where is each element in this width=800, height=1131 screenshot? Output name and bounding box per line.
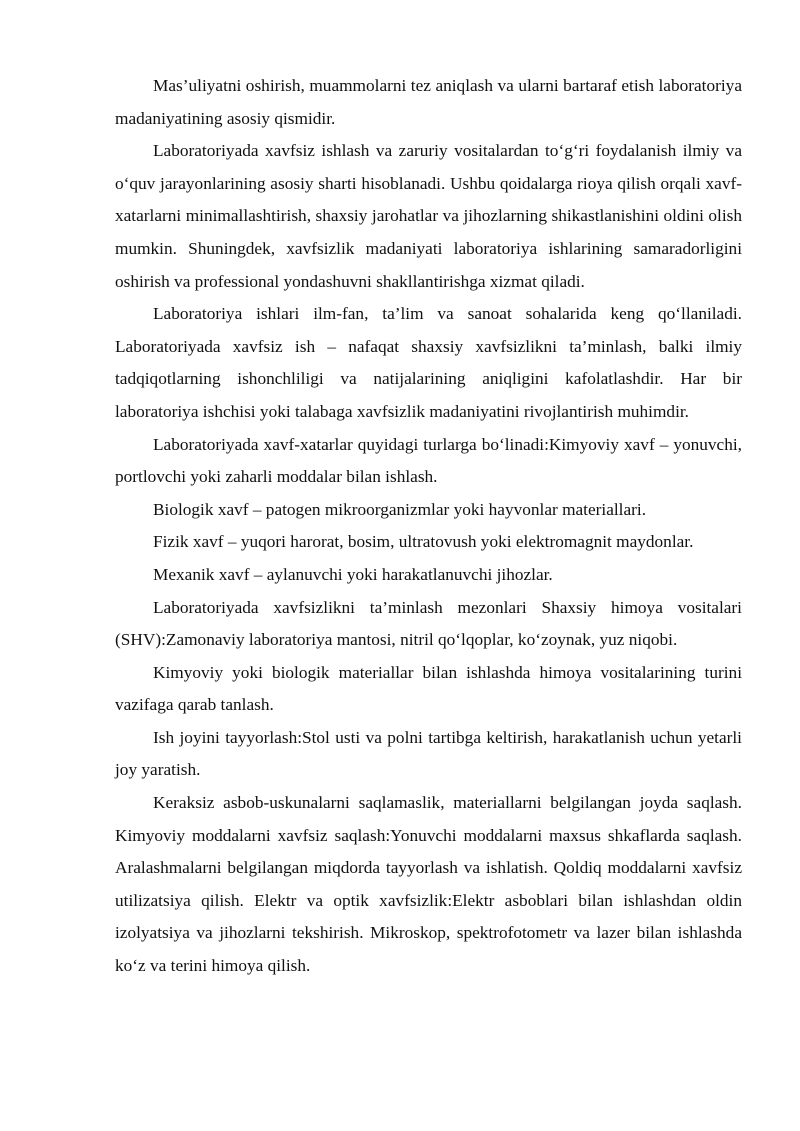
paragraph: Mas’uliyatni oshirish, muammolarni tez aniqlash va ularni bartaraf etish laboratoriya madaniyatining asosiy qismidir. xyxy=(115,76,742,128)
paragraph: Mexanik xavf – aylanuvchi yoki harakatlanuvchi jihozlar. xyxy=(153,564,553,584)
paragraph: Laboratoriyada xavfsizlikni ta’minlash mezonlari Shaxsiy himoya vositalari (SHV):Zamonaviy laboratoriya mantosi, nitril qo‘lqoplar, ko‘zoynak, yuz niqobi. xyxy=(115,597,742,650)
document-page xyxy=(115,70,742,983)
paragraph: Laboratoriya ishlari ilm-fan, ta’lim va sanoat sohalarida keng qo‘llaniladi. Laboratoriyada xavfsiz ish – nafaqat shaxsiy xavfsizlikni ta’minlash, balki ilmiy tadqiqotlarning ishonchliligi va natijalarining aniqligini kafolatlashdir. Har bir laboratoriya ishchisi yoki talabaga xavfsizlik madaniyatini rivojlantirish muhimdir. xyxy=(115,304,742,421)
paragraph: Fizik xavf – yuqori harorat, bosim, ultratovush yoki elektromagnit maydonlar. xyxy=(153,532,694,552)
paragraph: Keraksiz asbob-uskunalarni saqlamaslik, materiallarni belgilangan joyda saqlash. Kimyoviy moddalarni xavfsiz saqlash:Yonuvchi moddalarni maxsus shkaflarda saqlash. Aralashmalarni belgilangan miqdorda tayyorlash va ishlatish. Qoldiq moddalarni xavfsiz utilizatsiya qilish. Elektr va optik xavfsizlik:Elektr asboblari bilan ishlashdan oldin izolyatsiya va jihozlarni tekshirish. Mikroskop, spektrofotometr va lazer bilan ishlashda ko‘z va terini himoya qilish. xyxy=(115,793,742,976)
paragraph: Laboratoriyada xavf-xatarlar quyidagi turlarga bo‘linadi:Kimyoviy xavf – yonuvchi, portlovchi yoki zaharli moddalar bilan ishlash. xyxy=(115,434,742,487)
paragraph: Laboratoriyada xavfsiz ishlash va zaruriy vositalardan to‘g‘ri foydalanish ilmiy va o‘quv jarayonlarining asosiy sharti hisoblanadi. Ushbu qoidalarga rioya qilish orqali xavf-xatarlarni minimallashtirish, shaxsiy jarohatlar va jihozlarning shikastlanishini oldini olish mumkin. Shuningdek, xavfsizlik madaniyati laboratoriya ishlarining samaradorligini oshirish va professional yondashuvni shakllantirishga xizmat qiladi. xyxy=(115,141,742,291)
paragraph: Biologik xavf – patogen mikroorganizmlar yoki hayvonlar materiallari. xyxy=(153,499,647,519)
paragraph: Ish joyini tayyorlash:Stol usti va polni tartibga keltirish, harakatlanish uchun yetarli joy yaratish. xyxy=(115,727,742,780)
paragraph: Kimyoviy yoki biologik materiallar bilan ishlashda himoya vositalarining turini vazifaga qarab tanlash. xyxy=(115,662,742,715)
